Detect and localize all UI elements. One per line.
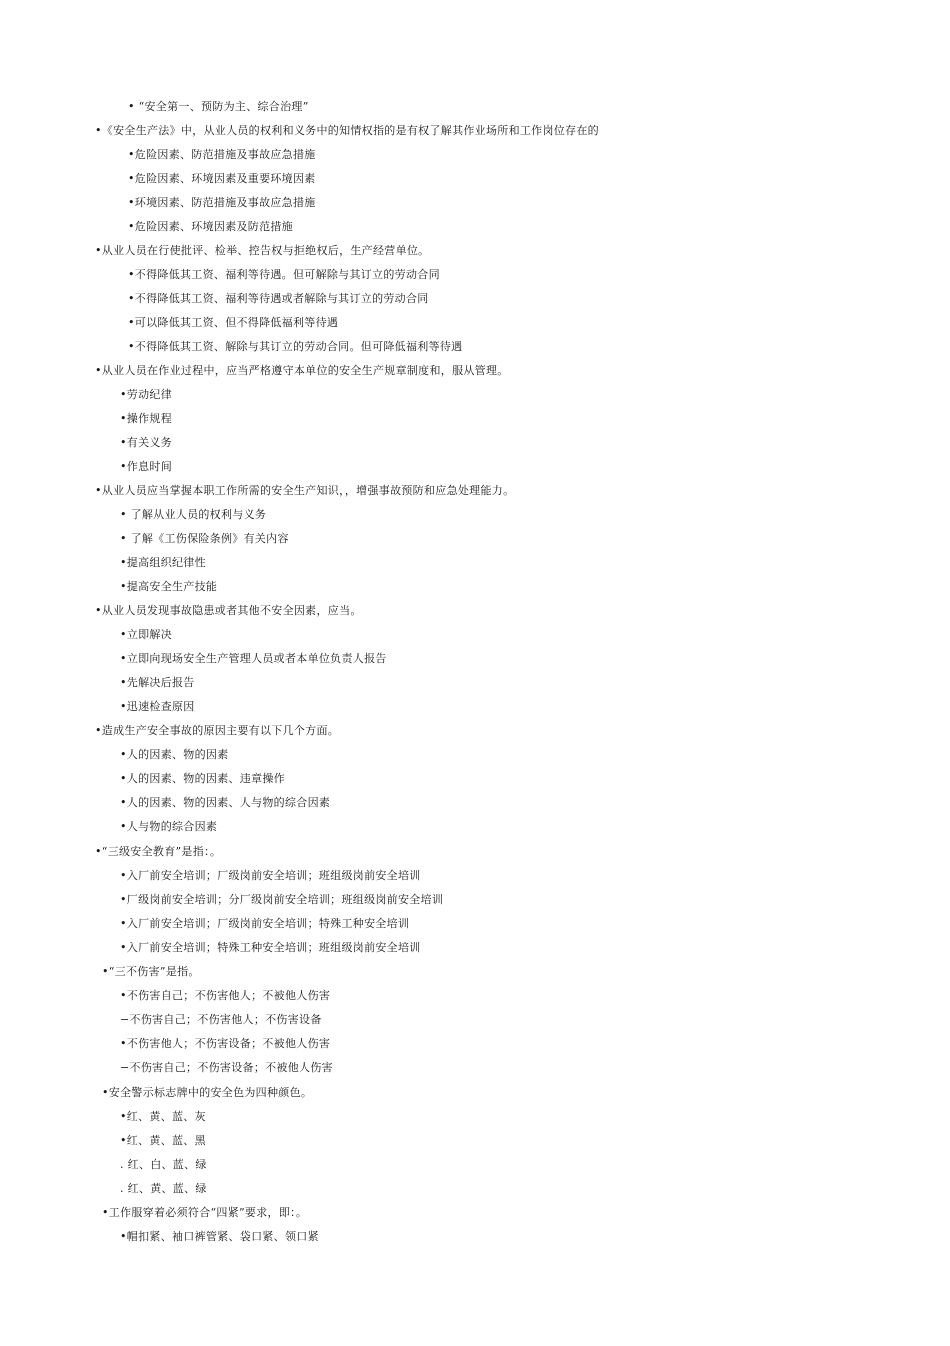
option-item: •提高组织纪律性 (120, 556, 206, 569)
option-item: •入厂前安全培训；厂级岗前安全培训；特殊工种安全培训 (120, 917, 410, 930)
option-item: •不伤害自己；不伤害他人；不被他人伤害 (120, 989, 331, 1002)
option-item: •不得降低其工资、福利等待遇或者解除与其订立的劳动合同 (128, 292, 429, 305)
option-item: •不伤害他人；不伤害设备；不被他人伤害 (120, 1037, 331, 1050)
question-text: •“三级安全教育”是指：。 (95, 845, 222, 858)
option-item: •入厂前安全培训；特殊工种安全培训；班组级岗前安全培训 (120, 941, 421, 954)
question-text: •“三不伤害”是指。 (102, 965, 200, 978)
option-item: •人的因素、物的因素 (120, 748, 229, 761)
option-item: •有关义务 (120, 436, 172, 449)
option-item: •立即向现场安全生产管理人员或者本单位负责人报告 (120, 652, 387, 665)
option-item: •不得降低其工资、解除与其订立的劳动合同。但可降低福利等待遇 (128, 340, 463, 353)
option-item: −不伤害自己；不伤害设备；不被他人伤害 (120, 1061, 333, 1074)
question-text: •安全警示标志牌中的安全色为四种颜色。 (102, 1086, 313, 1099)
option-item: •迅速检查原因 (120, 700, 195, 713)
option-item: •红、黄、蓝、灰 (120, 1110, 206, 1123)
option-item: •劳动纪律 (120, 388, 172, 401)
option-item: • 了解《工伤保险条例》有关内容 (120, 532, 289, 545)
option-item: •不得降低其工资、福利等待遇。但可解除与其订立的劳动合同 (128, 268, 440, 281)
question-text: •从业人员在行使批评、检举、控告权与拒绝权后，生产经营单位。 (95, 244, 430, 257)
option-item: •环境因素、防范措施及事故应急措施 (128, 196, 316, 209)
option-item: −不伤害自己；不伤害他人；不伤害设备 (120, 1013, 322, 1026)
option-item: . 红、白、蓝、绿 (120, 1158, 207, 1171)
option-item: •操作规程 (120, 412, 172, 425)
option-item: •提高安全生产技能 (120, 580, 218, 593)
list-item: • “安全第一、预防为主、综合治理” (128, 100, 309, 113)
question-text: •从业人员应当掌握本职工作所需的安全生产知识，，增强事故预防和应急处理能力。 (95, 484, 515, 497)
question-text: •从业人员发现事故隐患或者其他不安全因素，应当。 (95, 604, 362, 617)
option-item: •可以降低其工资、但不得降低福利等待遇 (128, 316, 339, 329)
question-text: •《安全生产法》中，从业人员的权利和义务中的知情权指的是有权了解其作业场所和工作岗位存在的 (95, 124, 599, 137)
question-text: •工作服穿着必须符合“四紧”要求，即：。 (102, 1206, 308, 1219)
option-item: •先解决后报告 (120, 676, 195, 689)
option-item: •入厂前安全培训；厂级岗前安全培训；班组级岗前安全培训 (120, 869, 421, 882)
option-item: •危险因素、环境因素及防范措施 (128, 220, 293, 233)
option-item: •作息时间 (120, 460, 172, 473)
option-item: • 了解从业人员的权利与义务 (120, 508, 267, 521)
option-item: •人的因素、物的因素、人与物的综合因素 (120, 796, 331, 809)
option-item: . 红、黄、蓝、绿 (120, 1182, 207, 1195)
option-item: •帽扣紧、袖口裤管紧、袋口紧、领口紧 (120, 1230, 319, 1243)
option-item: •立即解决 (120, 628, 172, 641)
question-text: •从业人员在作业过程中，应当严格遵守本单位的安全生产规章制度和，服从管理。 (95, 364, 509, 377)
option-item: •红、黄、蓝、黑 (120, 1134, 206, 1147)
option-item: •危险因素、环境因素及重要环境因素 (128, 172, 316, 185)
option-item: •厂级岗前安全培训；分厂级岗前安全培训；班组级岗前安全培训 (120, 893, 444, 906)
option-item: •人的因素、物的因素、违章操作 (120, 772, 285, 785)
question-text: •造成生产安全事故的原因主要有以下几个方面。 (95, 724, 340, 737)
option-item: •人与物的综合因素 (120, 820, 218, 833)
option-item: •危险因素、防范措施及事故应急措施 (128, 148, 316, 161)
